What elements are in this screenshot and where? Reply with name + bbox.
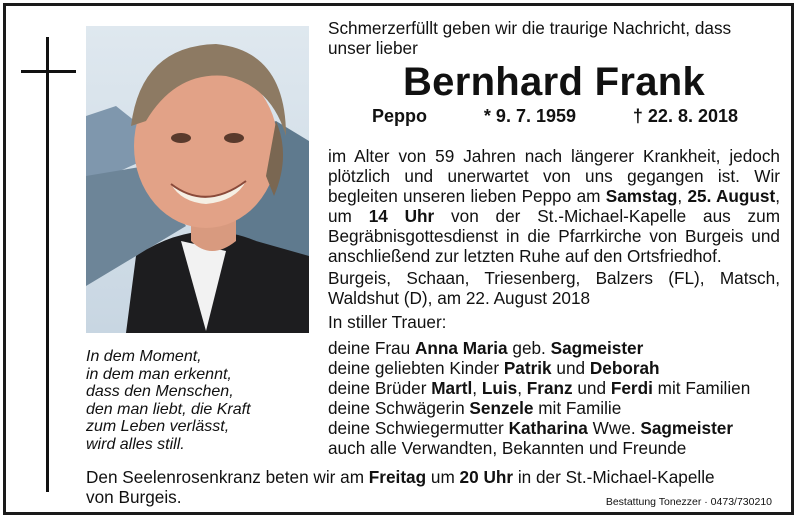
poem-line: dass den Menschen, — [86, 383, 234, 400]
mourner-line: deine Frau Anna Maria geb. Sagmeister — [328, 338, 644, 358]
poem-line: den man liebt, die Kraft — [86, 400, 251, 418]
funeral-date: 25. August — [687, 186, 776, 206]
undertaker-credit: Bestattung Tonezzer · 0473/730210 — [605, 496, 772, 508]
details-text: im Alter von 59 Jahren nach längerer Krankheit, jedoch plötzlich und unerwartet von uns gegangen ist. Wir begleiten unseren lieben Peppo am — [328, 146, 780, 206]
details-text: von der St.-Michael-Kapelle aus zum Begräbnisgottesdienst in die Pfarrkirche von Burgeis und anschließend zur letzten Ruhe auf den Ortsfriedhof. — [328, 206, 781, 266]
funeral-day: Samstag — [605, 186, 678, 206]
poem-line: in dem man erkennt, — [86, 365, 232, 383]
mourner-line: deine Schwägerin Senzele mit Familie — [328, 398, 622, 418]
mourners-list — [328, 338, 780, 458]
place-and-date: Burgeis, Schaan, Triesenberg, Balzers (FL), Matsch, Waldshut (D), am 22. August 2018 — [328, 268, 780, 308]
birth-date: * 9. 7. 1959 — [483, 106, 576, 126]
cross-icon-vertical — [46, 37, 49, 492]
death-date: † 22. 8. 2018 — [632, 106, 738, 126]
portrait-photo — [86, 26, 309, 333]
portrait-illustration — [86, 26, 309, 333]
rosary-line-1: Den Seelenrosenkranz beten wir am Freitag um 20 Uhr in der St.-Michael-Kapelle — [86, 467, 715, 487]
poem-line: zum Leben verlässt, — [86, 418, 230, 435]
intro-line-2: unser lieber — [328, 38, 418, 58]
mourner-line: deine Schwiegermutter Katharina Wwe. Sagmeister — [328, 418, 734, 438]
funeral-details: im Alter von 59 Jahren nach längerer Krankheit, jedoch plötzlich und unerwartet von uns gegangen ist. Wir begleiten unseren lieben Peppo am Samstag, 25. August, um 14 Uhr von der St.-Michael-Kapelle aus zum Begräbnisgottesdienst in die Pfarrkirche von Burgeis und anschließend zur letzten Ruhe auf den Ortsfriedhof. — [328, 146, 781, 266]
intro-line-1: Schmerzerfüllt geben wir die traurige Nachricht, dass — [328, 18, 732, 38]
funeral-time: 14 Uhr — [368, 206, 435, 226]
poem-line: wird alles still. — [86, 435, 185, 453]
poem — [86, 348, 251, 453]
mourner-line: deine Brüder Martl, Luis, Franz und Ferdi mit Familien — [328, 378, 751, 398]
details-text: , um — [328, 186, 780, 226]
stiller-trauer-heading: In stiller Trauer: — [328, 312, 447, 332]
deceased-name: Bernhard Frank — [402, 60, 706, 104]
mourner-line: auch alle Verwandten, Bekannten und Freunde — [328, 438, 687, 458]
rosary-line-2: von Burgeis. — [86, 487, 182, 507]
life-dates — [328, 104, 780, 128]
notice-text — [328, 18, 780, 458]
cross-icon-horizontal — [21, 70, 76, 73]
poem-line: In dem Moment, — [86, 348, 202, 365]
mourner-line: deine geliebten Kinder Patrik und Deborah — [328, 358, 660, 378]
nickname: Peppo — [372, 106, 428, 126]
